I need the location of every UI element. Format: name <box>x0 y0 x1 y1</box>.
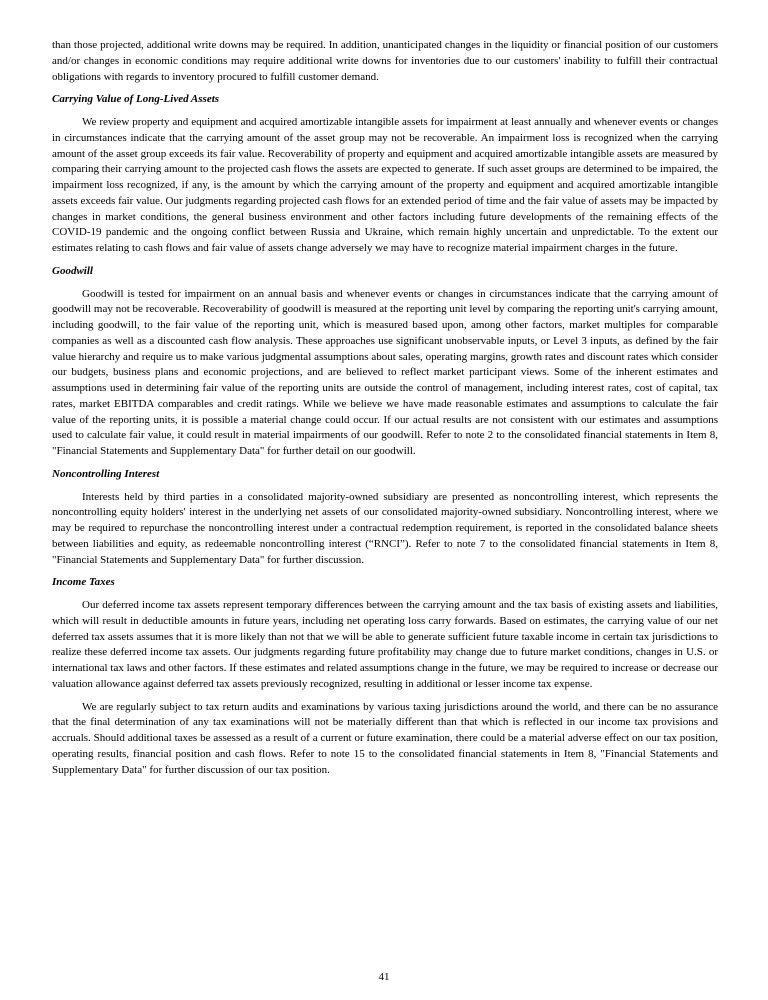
heading-income-taxes: Income Taxes <box>52 576 115 589</box>
paragraph-inventory-continuation: than those projected, additional write downs may be required. In addition, unanticipated changes in the liquidity or financial position of our customers and/or changes in economic conditions may require additional write downs for inventories due to our customers' inability to fulfill their contractual obligations with regards to inventory procured to fulfill customer demand. <box>52 39 718 83</box>
paragraph-noncontrolling-interest: Interests held by third parties in a consolidated majority-owned subsidiary are presented as noncontrolling interest, which represents the noncontrolling equity holders' interest in the underlying net assets of our consolidated majority-owned subsidiary. Noncontrolling interest, where we may be required to repurchase the noncontrolling interest under a contractual redemption requirement, is reported in the consolidated balance sheets between liabilities and equity, as redeemable noncontrolling interest (“RNCI”). Refer to note 7 to the consolidated financial statements in Item 8, "Financial Statements and Supplementary Data" for further discussion. <box>52 490 718 566</box>
document-page <box>52 38 718 785</box>
paragraph-income-taxes-1: Our deferred income tax assets represent temporary differences between the carrying amount and the tax basis of existing assets and liabilities, which will result in deductible amounts in future years, including net operating loss carry forwards. Based on estimates, the carrying value of our net deferred tax assets assumes that it is more likely than not that we will be able to generate sufficient future taxable income in certain tax jurisdictions to realize these deferred income tax assets. Our judgments regarding future profitability may change due to future market conditions, changes in U.S. or international tax laws and other factors. If these estimates and related assumptions change in the future, we may be required to increase or decrease our valuation allowance against deferred tax assets previously recognized, resulting in additional or lesser income tax expense. <box>52 599 718 690</box>
heading-long-lived-assets: Carrying Value of Long-Lived Assets <box>52 93 220 106</box>
paragraph-long-lived-assets: We review property and equipment and acquired amortizable intangible assets for impairment at least annually and whenever events or changes in circumstances indicate that the carrying amount of the asset group may not be recoverable. An impairment loss is recognized when the carrying amount of the asset group exceeds its fair value. Recoverability of property and equipment and acquired amortizable intangible assets are measured by comparing their carrying amount to the projected cash flows the assets are expected to generate. If such asset groups are determined to be impaired, the impairment loss recognized, if any, is the amount by which the carrying amount of the property and equipment and acquired amortizable intangible assets exceeds fair value. Our judgments regarding projected cash flows for an extended period of time and the fair value of assets may be impacted by changes in market conditions, the general business environment and other factors including future developments of the remaining effects of the COVID-19 pandemic and the ongoing conflict between Russia and Ukraine, which remain highly uncertain and unpredictable. To the extent our estimates relating to cash flows and fair value of assets change adversely we may have to recognize material impairment charges in the future. <box>52 116 718 254</box>
paragraph-income-taxes-2: We are regularly subject to tax return audits and examinations by various taxing jurisdictions around the world, and there can be no assurance that the final determination of any tax examinations will not be materially different than that which is reflected in our income tax provisions and accruals. Should additional taxes be assessed as a result of a current or future examination, there could be a material adverse effect on our tax position, operating results, financial position and cash flows. Refer to note 15 to the consolidated financial statements in Item 8, "Financial Statements and Supplementary Data" for further discussion of our tax position. <box>52 700 718 776</box>
paragraph-goodwill: Goodwill is tested for impairment on an annual basis and whenever events or changes in circumstances indicate that the carrying amount of goodwill may not be recoverable. Recoverability of goodwill is measured at the reporting unit level by comparing the reporting unit's carrying amount, including goodwill, to the fair value of the reporting unit, which is measured based upon, among other factors, market multiples for comparable companies as well as a discounted cash flow analysis. These approaches use significant unobservable inputs, or Level 3 inputs, as defined by the fair value hierarchy and require us to make various judgmental assumptions about sales, operating margins, growth rates and discount rates which consider our budgets, business plans and economic projections, and are believed to reflect market participant views. Some of the inherent estimates and assumptions used in determining fair value of the reporting units are outside the control of management, including interest rates, cost of capital, tax rates, market EBITDA comparables and credit ratings. While we believe we have made reasonable estimates and assumptions to calculate the fair value of the reporting units, it is possible a material change could occur. If our actual results are not consistent with our estimates and assumptions used to calculate fair value, it could result in material impairments of our goodwill. Refer to note 2 to the consolidated financial statements in Item 8, "Financial Statements and Supplementary Data" for further detail on our goodwill. <box>52 287 718 457</box>
heading-noncontrolling-interest: Noncontrolling Interest <box>52 467 160 480</box>
heading-goodwill: Goodwill <box>52 264 93 277</box>
page-number: 41 <box>378 971 390 983</box>
